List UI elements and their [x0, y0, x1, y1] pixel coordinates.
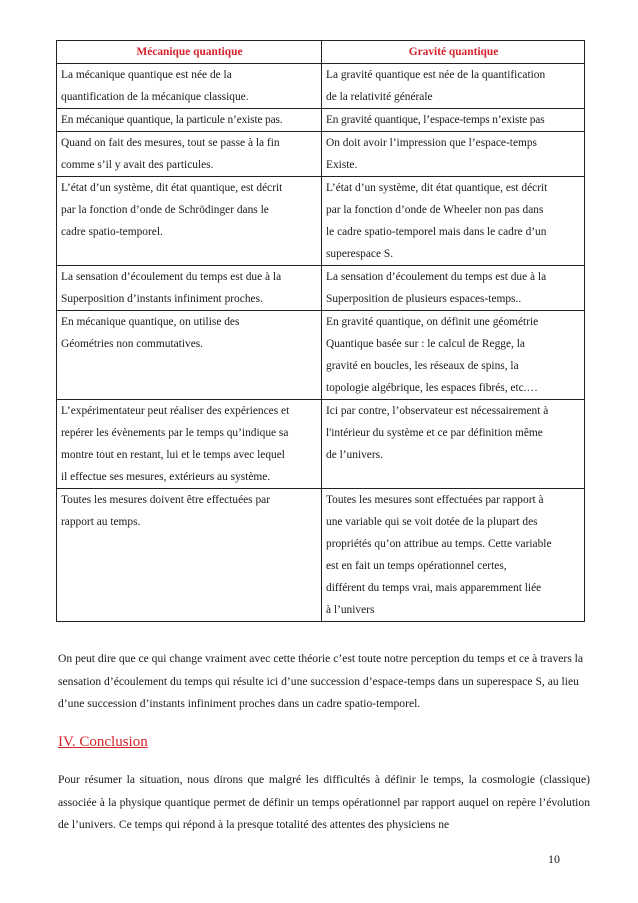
section-heading-conclusion: IV. Conclusion	[58, 734, 148, 750]
header-mecanique-quantique: Mécanique quantique	[57, 41, 322, 64]
table-cell-left: La mécanique quantique est née de la quantification de la mécanique classique.	[57, 64, 322, 109]
table-row	[57, 64, 585, 109]
table-cell-right: En gravité quantique, on définit une géométrie Quantique basée sur : le calcul de Regge, la gravité en boucles, les réseaux de spins, la topologie algébrique, les espaces fibrés, etc.…	[322, 311, 585, 400]
table-row	[57, 266, 585, 311]
body-paragraph-perception: On peut dire que ce qui change vraiment avec cette théorie c’est toute notre perception du temps et ce à travers la sensation d’écoulement du temps qui résulte ici d’une succession d’espace-temps dans un superespace S, au lieu d’une succession d’instants infiniment proches dans un cadre spatio-temporel.	[58, 652, 584, 710]
table-cell-right: Ici par contre, l’observateur est nécessairement à l'intérieur du système et ce par définition même de l’univers.	[322, 400, 585, 489]
comparison-table	[56, 40, 585, 622]
table-cell-left: Toutes les mesures doivent être effectuées par rapport au temps.	[57, 489, 322, 622]
table-row	[57, 400, 585, 489]
table-row	[57, 132, 585, 177]
page-number: 10	[548, 852, 560, 866]
table-cell-right: L’état d’un système, dit état quantique, est décrit par la fonction d’onde de Wheeler non pas dans le cadre spatio-temporel mais dans le cadre d’un superespace S.	[322, 177, 585, 266]
body-paragraph-conclusion: Pour résumer la situation, nous dirons que malgré les difficultés à définir le temps, la cosmologie (classique) associée à la physique quantique permet de définir un temps opérationnel par rapport auquel on repère l’évolution de l’univers. Ce temps qui répond à la presque totalité des attentes des physiciens ne	[58, 773, 590, 831]
table-row	[57, 109, 585, 132]
table-cell-right: En gravité quantique, l’espace-temps n’existe pas	[322, 109, 585, 132]
table-cell-right: On doit avoir l’impression que l’espace-temps Existe.	[322, 132, 585, 177]
table-cell-right: La gravité quantique est née de la quantification de la relativité générale	[322, 64, 585, 109]
table-cell-right: Toutes les mesures sont effectuées par rapport à une variable qui se voit dotée de la plupart des propriétés qu’on attribue au temps. Cette variable est en fait un temps opérationnel certes, différent du temps vrai, mais apparemment liée à l’univers	[322, 489, 585, 622]
table-cell-right: La sensation d’écoulement du temps est due à la Superposition de plusieurs espaces-temps..	[322, 266, 585, 311]
table-row	[57, 489, 585, 622]
table-row	[57, 311, 585, 400]
table-header-row	[57, 41, 585, 64]
table-cell-left: L’état d’un système, dit état quantique, est décrit par la fonction d’onde de Schrödinger dans le cadre spatio-temporel.	[57, 177, 322, 266]
table-row	[57, 177, 585, 266]
table-cell-left: L’expérimentateur peut réaliser des expériences et repérer les évènements par le temps qu’indique sa montre tout en restant, lui et le temps avec lequel il effectue ses mesures, extérieurs au système.	[57, 400, 322, 489]
table-cell-left: Quand on fait des mesures, tout se passe à la fin comme s’il y avait des particules.	[57, 132, 322, 177]
table-cell-left: En mécanique quantique, on utilise des Géométries non commutatives.	[57, 311, 322, 400]
table-cell-left: En mécanique quantique, la particule n’existe pas.	[57, 109, 322, 132]
header-gravite-quantique: Gravité quantique	[322, 41, 585, 64]
table-cell-left: La sensation d’écoulement du temps est due à la Superposition d’instants infiniment proches.	[57, 266, 322, 311]
